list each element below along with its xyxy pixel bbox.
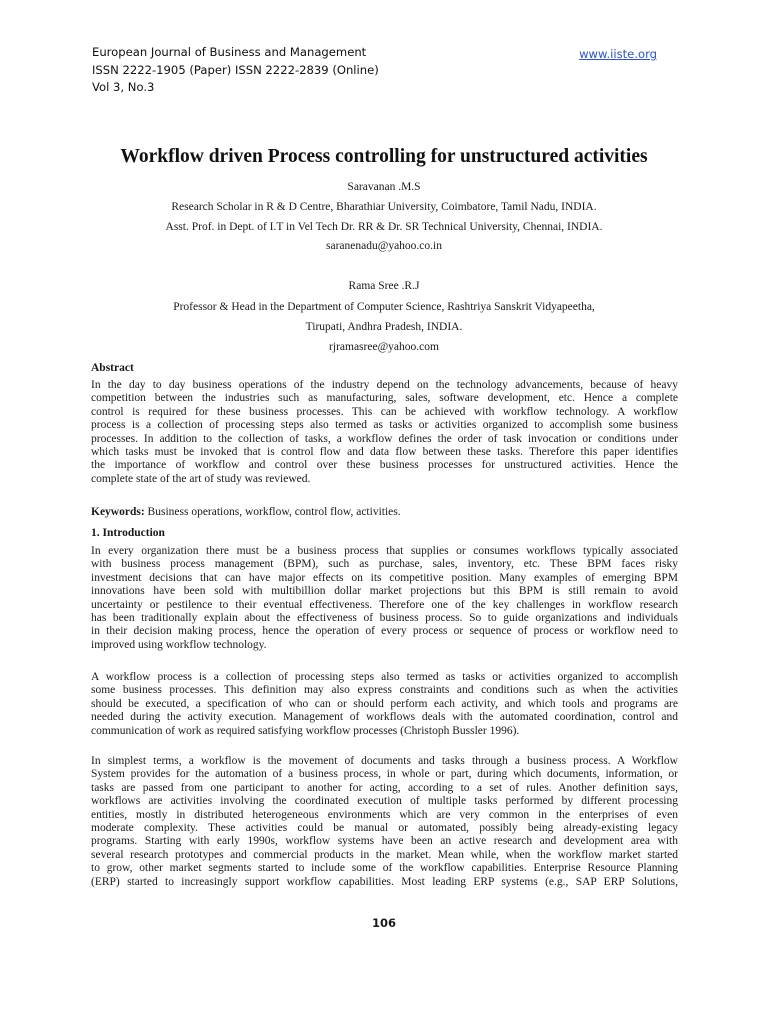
paragraph-line: needed during the activity execution. Management of workflows deals with the automated coordination, control and: [91, 711, 678, 724]
section-heading-introduction: 1. Introduction: [91, 527, 165, 539]
paragraph-line: uncertainty or pestilence to their eventual effectiveness. Therefore one of the key challenges in workflow research: [91, 598, 678, 611]
author-1-name: Saravanan .M.S: [347, 181, 421, 193]
journal-name: European Journal of Business and Management: [92, 45, 367, 59]
paragraph-line: workflows are activities involving the coordinated execution of multiple tasks performed by different processing: [91, 795, 678, 808]
paragraph-line: tasks are passed from one participant to another for acting, according to a set of rules. Another definition says,: [91, 781, 678, 794]
paragraph-line: In every organization there must be a business process that supplies or consumes workflows typically associated: [91, 545, 678, 557]
paragraph-line: in their decision making process, hence the operation of every process or sequence of process or workflow need to: [91, 625, 678, 638]
abstract-line: In the day to day business operations of the industry depend on the technology advancements, because of heavy: [91, 379, 678, 391]
abstract-body: [91, 379, 678, 486]
intro-paragraph-3: [91, 755, 678, 889]
paragraph-line: improved using workflow technology.: [91, 638, 267, 651]
abstract-heading: Abstract: [91, 362, 134, 374]
paragraph-line: communication of work as required satisfying workflow processes (Christoph Bussler 1996).: [91, 724, 520, 737]
paragraph-line: has been traditionally explain about the effectiveness of business process. So to guide organizations and individuals: [91, 611, 678, 624]
author-2-name: Rama Sree .R.J: [348, 280, 420, 292]
paragraph-line: (ERP) started to increasingly support workflow capabilities. Most leading ERP systems (e.g., SAP ERP Solutions,: [91, 875, 678, 888]
abstract-line: process is a collection of processing steps also termed as tasks or activities organized to accomplish some business: [91, 419, 678, 432]
paragraph-line: programs. Starting with early 1990s, workflow systems have been an active research and development area with: [91, 835, 678, 848]
intro-paragraph-2: [91, 671, 678, 738]
abstract-line: complete state of the art of study was reviewed.: [91, 472, 311, 485]
abstract-line: control is required for these business processes. This can be achieved with workflow technology. A workflow: [91, 405, 678, 418]
paper-title: Workflow driven Process controlling for unstructured activities: [120, 146, 648, 167]
paragraph-line: to grow, other market segments started to include some of the workflow capabilities. Enterprise Resource Planning: [91, 862, 678, 875]
author-1-email[interactable]: saranenadu@yahoo.co.in: [326, 240, 442, 252]
keywords-text: Business operations, workflow, control flow, activities.: [144, 506, 401, 518]
author-1-affiliation-2: Asst. Prof. in Dept. of I.T in Vel Tech Dr. RR & Dr. SR Technical University, Chennai, INDIA.: [165, 221, 603, 233]
paragraph-line: investment decisions that can have major effects on its competitive position. Many examples of emerging BPM: [91, 571, 678, 584]
keywords-label: Keywords:: [91, 506, 145, 518]
paragraph-line: with business process management (BPM), such as purchase, sales, inventory, etc. These BPM faces risky: [91, 558, 678, 571]
issn-line: ISSN 2222-1905 (Paper) ISSN 2222-2839 (Online): [92, 63, 379, 77]
paragraph-line: several research prototypes and commercial products in the market. Mean while, when the workflow market started: [91, 848, 678, 861]
abstract-line: processes. In addition to the collection of tasks, a workflow defines the order of task invocation or conditions under: [91, 432, 678, 445]
paragraph-line: entities, mostly in distributed heterogeneous environments which are very common in the enterprises of even: [91, 808, 678, 821]
intro-paragraph-1: [91, 545, 678, 652]
volume-line: Vol 3, No.3: [92, 80, 155, 94]
author-2-email[interactable]: rjramasree@yahoo.com: [329, 341, 439, 353]
paragraph-line: A workflow process is a collection of processing steps also termed as tasks or activities organized to accomplish: [91, 671, 678, 683]
paragraph-line: In simplest terms, a workflow is the movement of documents and tasks through a business process. A Workflow: [91, 755, 678, 767]
paragraph-line: some business processes. This definition may also express constraints and conditions such as when the activities: [91, 684, 678, 697]
paragraph-line: moderate complexity. These activities could be manual or automated, possibly being already-existing legacy: [91, 821, 678, 834]
paragraph-line: innovations have been sold with multibillion dollar market projections but this BPM is still remain to avoid: [91, 585, 678, 598]
page-number: 106: [371, 916, 396, 930]
journal-url-link[interactable]: www.iiste.org: [579, 47, 657, 61]
abstract-line: which tasks must be invoked that is control flow and data flow between these tasks. Therefore this paper identifies: [91, 445, 678, 458]
abstract-line: the importance of workflow and control over these business processes for unstructured activities. Hence the: [91, 459, 678, 472]
paragraph-line: should be executed, a specification of who can or should perform each activity, and which tools and programs are: [91, 697, 678, 710]
abstract-line: competition between the industries such as manufacturing, sales, software development, etc. Hence a complete: [91, 392, 678, 405]
keywords: [91, 506, 401, 518]
paragraph-line: System provides for the automation of a business process, in whole or part, during which documents, information, or: [91, 768, 678, 781]
author-2-affiliation-2: Tirupati, Andhra Pradesh, INDIA.: [305, 321, 463, 333]
author-1-affiliation-1: Research Scholar in R & D Centre, Bharathiar University, Coimbatore, Tamil Nadu, INDIA.: [171, 201, 597, 213]
author-2-affiliation-1: Professor & Head in the Department of Computer Science, Rashtriya Sanskrit Vidyapeetha,: [173, 301, 595, 313]
